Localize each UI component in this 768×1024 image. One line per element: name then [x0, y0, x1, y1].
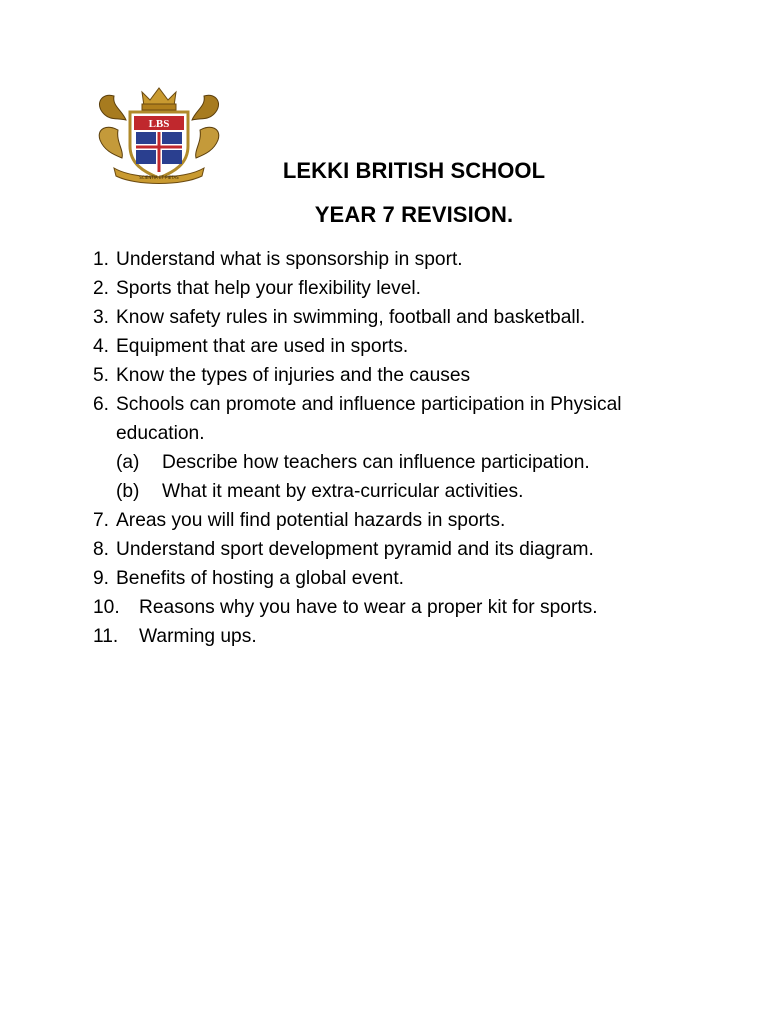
document-title: YEAR 7 REVISION. [314, 202, 514, 227]
item-text: Areas you will find potential hazards in sports. [116, 510, 506, 531]
item-text: Understand what is sponsorship in sport. [116, 249, 463, 270]
sub-item-label: (a) [116, 452, 140, 473]
list-item [93, 361, 693, 390]
item-text: Schools can promote and influence participation in Physical [116, 394, 622, 415]
item-number: 2. [93, 278, 110, 299]
item-number: 8. [93, 539, 110, 560]
crest-text: LBS [148, 118, 170, 130]
list-item [93, 506, 693, 535]
item-number: 3. [93, 307, 110, 328]
item-text: Understand sport development pyramid and its diagram. [116, 539, 594, 560]
item-number: 10. [93, 597, 120, 618]
list-item [93, 593, 693, 622]
list-item [93, 622, 693, 651]
sub-item-text: Describe how teachers can influence participation. [162, 452, 590, 473]
list-item [93, 274, 693, 303]
list-item [93, 245, 693, 274]
item-text: Warming ups. [139, 626, 257, 647]
item-number: 4. [93, 336, 110, 357]
item-text: Equipment that are used in sports. [116, 336, 409, 357]
sub-item-text: What it meant by extra-curricular activities. [162, 481, 524, 502]
revision-list [93, 245, 693, 651]
item-text: Reasons why you have to wear a proper kit for sports. [139, 597, 598, 618]
item-number: 9. [93, 568, 110, 589]
item-number: 1. [93, 249, 110, 270]
school-name: LEKKI BRITISH SCHOOL [282, 158, 546, 183]
item-number: 6. [93, 394, 110, 415]
item-number: 11. [93, 626, 119, 647]
item-text: Know the types of injuries and the causes [116, 365, 471, 386]
list-item [93, 332, 693, 361]
list-item [93, 564, 693, 593]
list-item [93, 303, 693, 332]
crest-motto: SCIENTIA ET PIETAS [139, 175, 179, 180]
sub-item-label: (b) [116, 481, 140, 502]
item-number: 7. [93, 510, 110, 531]
item-text: Sports that help your flexibility level. [116, 278, 422, 299]
item-number: 5. [93, 365, 110, 386]
sub-item [93, 448, 693, 477]
list-item-continuation: education. [116, 423, 205, 444]
list-item [93, 390, 693, 419]
item-text: Know safety rules in swimming, football and basketball. [116, 307, 586, 328]
list-item [93, 535, 693, 564]
item-text: Benefits of hosting a global event. [116, 568, 405, 589]
sub-item [93, 477, 693, 506]
